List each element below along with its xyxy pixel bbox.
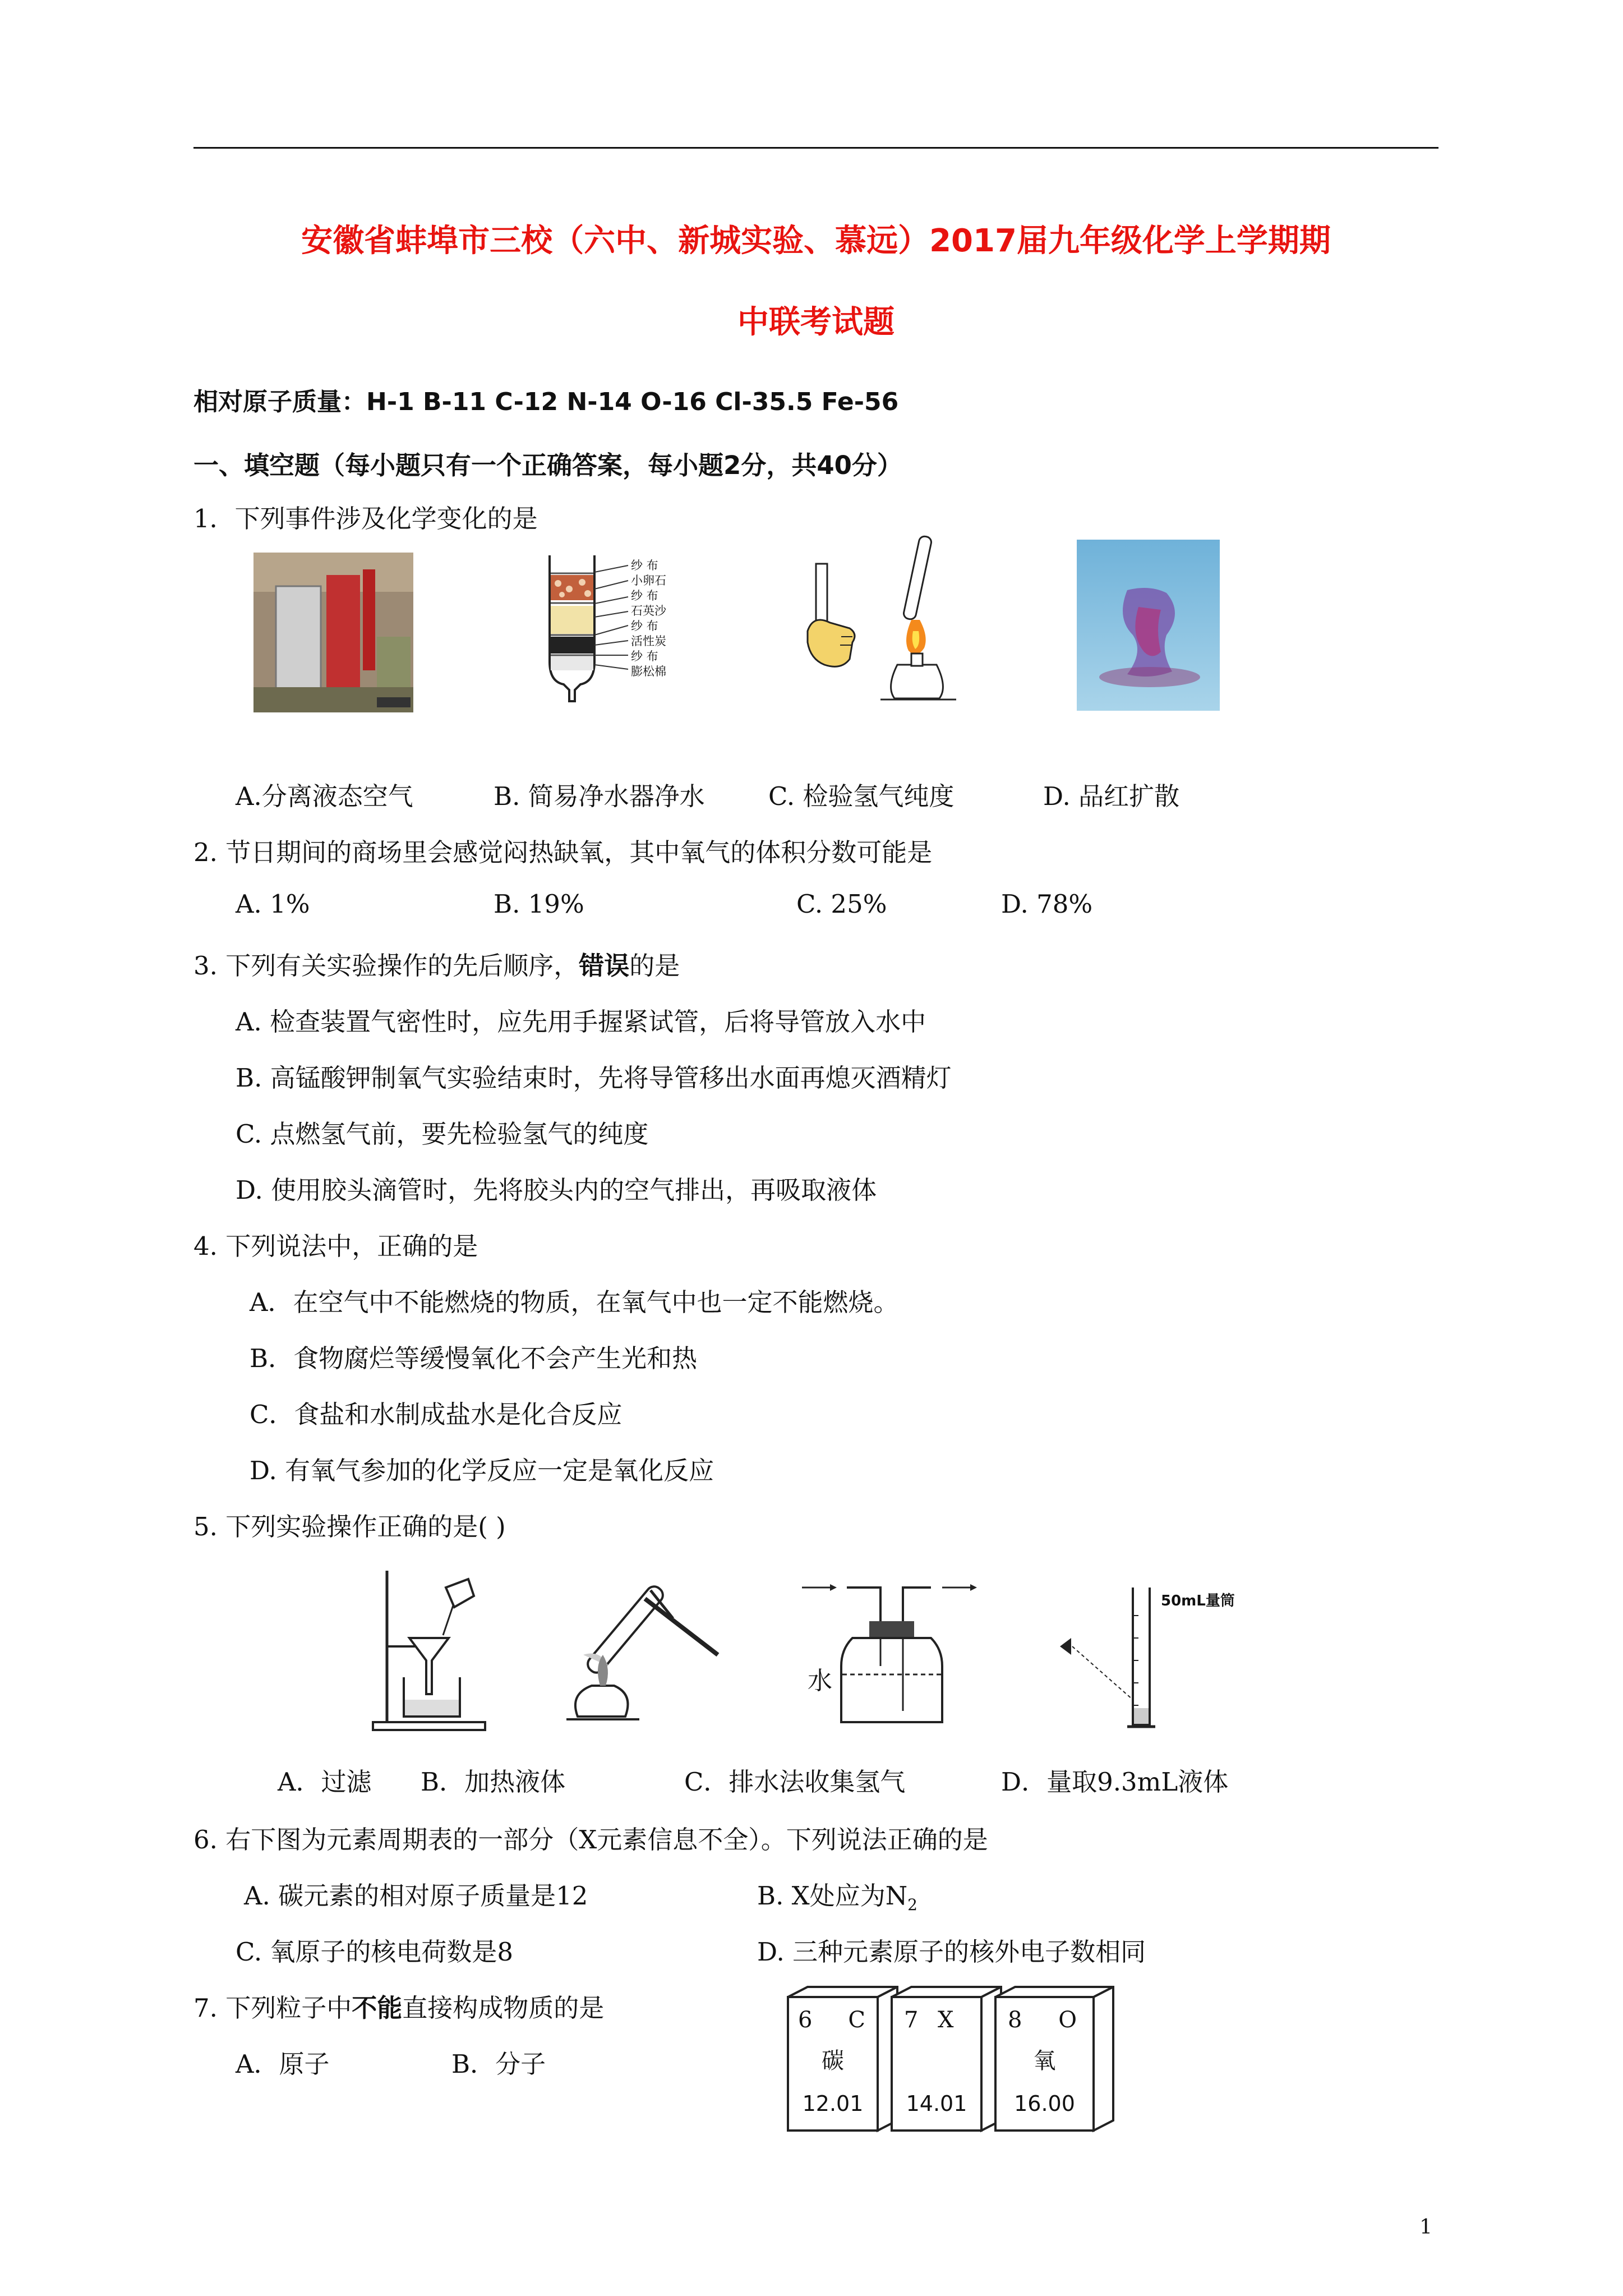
dye-diffusion-photo [1077,540,1220,711]
question-6-stem: 6. 右下图为元素周期表的一部分（X元素信息不全）。下列说法正确的是 [193,1825,988,1855]
q3-option-d: D. 使用胶头滴管时，先将胶头内的空气排出，再吸取液体 [236,1175,877,1205]
element-symbol: C [848,2007,865,2033]
filter-label: 活性炭 [631,634,666,648]
q3-option-c: C. 点燃氢气前，要先检验氢气的纯度 [236,1119,649,1149]
q4-option-b: B．食物腐烂等缓慢氧化不会产生光和热 [250,1343,698,1373]
q5-option-c: C．排水法收集氢气 [684,1767,906,1797]
water-displacement-apparatus-diagram [802,1576,993,1733]
filter-label-list [631,558,666,679]
element-number: 7 [904,2007,919,2033]
filter-label: 纱 布 [631,619,658,633]
q1-option-b: B. 简易净水器净水 [494,781,705,811]
q3-stem-post: 的是 [629,951,680,981]
element-mass: 16.00 [1014,2091,1075,2116]
q7-option-a: A．原子 [236,2049,330,2079]
q3-stem-pre: 3. 下列有关实验操作的先后顺序， [193,951,579,981]
q5-option-a: A．过滤 [278,1767,372,1797]
question-3-stem [193,945,680,982]
element-cell-oxygen [995,1997,1094,2131]
q2-option-d: D. 78% [1001,889,1093,919]
element-cell-carbon [788,1997,878,2131]
element-symbol: O [1058,2007,1077,2033]
q1-option-c: C. 检验氢气纯度 [768,781,955,811]
element-symbol: X [938,2007,954,2033]
filter-label: 纱 布 [631,650,658,663]
question-4-stem: 4. 下列说法中，正确的是 [193,1231,478,1261]
q6-option-b-subscript: 2 [907,1895,917,1914]
question-2-stem: 2. 节日期间的商场里会感觉闷热缺氧，其中氧气的体积分数可能是 [193,838,933,867]
q6-option-b-text: B. X处应为N [757,1881,908,1911]
heating-liquid-diagram [561,1565,729,1733]
q7-stem-pre: 7. 下列粒子中 [193,1993,352,2023]
q4-option-c: C．食盐和水制成盐水是化合反应 [250,1400,623,1429]
filter-label: 小卵石 [631,574,666,587]
question-1-stem: 1．下列事件涉及化学变化的是 [193,504,538,533]
q6-option-c: C. 氧原子的核电荷数是8 [236,1937,514,1967]
atomic-masses: 相对原子质量：H-1 B-11 C-12 N-14 O-16 Cl-35.5 Fe-56 [193,388,899,416]
simple-water-filter-diagram [516,550,718,718]
section-heading: 一、填空题（每小题只有一个正确答案，每小题2分，共40分） [193,450,902,480]
element-mass: 14.01 [906,2091,967,2116]
element-name: 碳 [822,2048,844,2074]
filter-label: 石英沙 [631,604,666,618]
cylinder-label: 50mL量筒 [1161,1593,1235,1609]
q7-stem-post: 直接构成物质的是 [402,1993,605,2023]
q2-option-c: C. 25% [796,889,887,919]
hydrogen-purity-test-diagram [796,530,976,715]
q5-option-d: D．量取9.3mL液体 [1001,1767,1229,1797]
q3-stem-emphasis: 错误 [579,951,630,981]
header-rule [193,147,1438,149]
filtration-apparatus-diagram [370,1565,505,1733]
q6-option-a: A. 碳元素的相对原子质量是12 [244,1881,588,1911]
q4-option-a: A．在空气中不能燃烧的物质，在氧气中也一定不能燃烧。 [250,1287,899,1317]
q1-option-a: A.分离液态空气 [236,781,413,811]
periodic-table-fragment [777,1986,1147,2154]
filter-label: 纱 布 [631,559,658,572]
filter-label: 纱 布 [631,589,658,602]
exam-title-line2: 中联考试题 [737,304,895,341]
q3-option-a: A. 检查装置气密性时，应先用手握紧试管，后将导管放入水中 [236,1007,926,1037]
q2-option-a: A. 1% [236,889,310,919]
filter-label: 膨松棉 [631,665,666,678]
q7-option-b: B．分子 [451,2049,546,2079]
air-separation-photo [253,553,413,712]
q5-option-b: B．加热液体 [421,1767,566,1797]
question-7-stem [193,1987,604,2024]
q2-option-b: B. 19% [494,889,584,919]
q6-option-b [757,1875,917,1914]
element-cell-x [892,1997,981,2131]
q7-stem-emphasis: 不能 [352,1993,403,2023]
page-number: 1 [1419,2216,1432,2239]
q1-option-d: D. 品红扩散 [1043,781,1180,811]
q4-option-d: D. 有氧气参加的化学反应一定是氧化反应 [250,1456,714,1485]
element-name: 氧 [1033,2048,1056,2074]
element-mass: 12.01 [802,2091,864,2116]
q6-option-d: D. 三种元素原子的核外电子数相同 [757,1937,1146,1967]
water-label: 水 [808,1667,832,1695]
q3-option-b: B. 高锰酸钾制氧气实验结束时，先将导管移出水面再熄灭酒精灯 [236,1063,952,1093]
question-5-stem: 5. 下列实验操作正确的是( ) [193,1512,506,1542]
exam-title-line1: 安徽省蚌埠市三校（六中、新城实验、慕远）2017届九年级化学上学期期 [301,223,1331,259]
element-number: 8 [1008,2007,1022,2033]
element-number: 6 [798,2007,813,2033]
